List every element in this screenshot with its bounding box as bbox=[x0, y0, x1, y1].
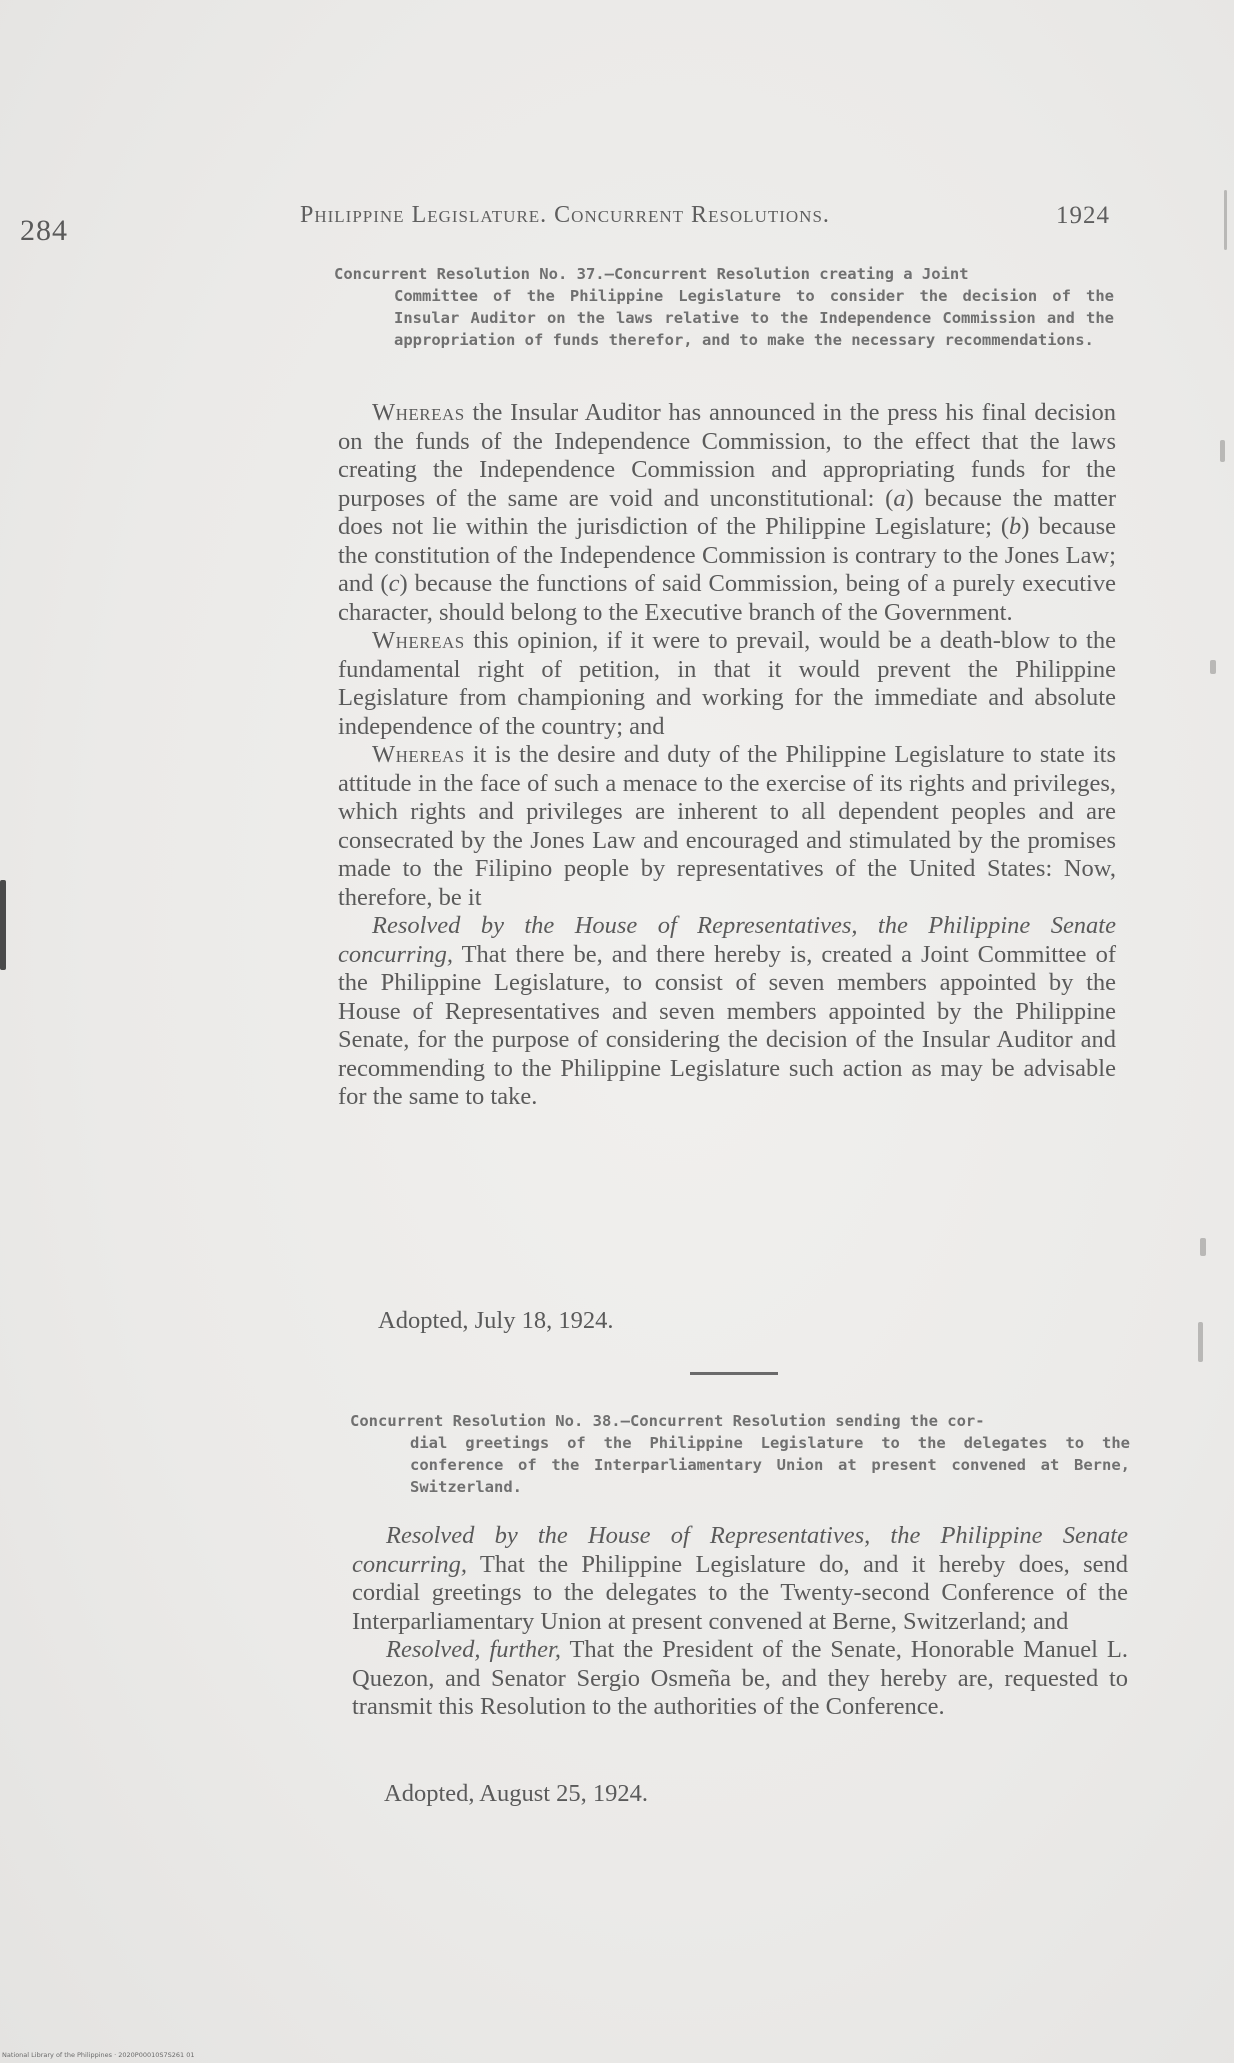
scan-credit: National Library of the Philippines · 2020P00010S7S261 01 bbox=[2, 2051, 195, 2059]
page-number: 284 bbox=[20, 214, 68, 247]
resolution-38-body bbox=[352, 1522, 1128, 1722]
resolution-37-caption-rest: Committee of the Philippine Legislature to consider the decision of the Insular Auditor on the laws relative to the Independence Commission and the appropriation of funds therefor, and to make the necessary recommendations. bbox=[394, 287, 1114, 349]
resolution-37-whereas-2: Whereas this opinion, if it were to prevail, would be a death-blow to the fundamental right of petition, in that it would prevent the Philippine Legislature from championing and working for the immediate and absolute independence of the country; and bbox=[338, 627, 1116, 740]
resolution-37-body bbox=[338, 399, 1116, 1112]
scan-mark bbox=[1198, 1322, 1203, 1362]
resolution-38-resolved: Resolved by the House of Representatives, the Philippine Senate concurring, That the Philippine Legislature do, and it hereby does, send cordial greetings to the delegates to the Twenty-second Conference of the Interparliamentary Union at present convened at Berne, Switzerland; and bbox=[352, 1522, 1128, 1635]
resolution-37-resolved: Resolved by the House of Representatives, the Philippine Senate concurring, That there be, and there hereby is, created a Joint Committee of the Philippine Legislature, to consist of seven members appointed by the House of Representatives and seven members appointed by the Philippine Senate, for the purpose of considering the decision of the Insular Auditor and recommending to the Philippine Legislature such action as may be advisable for the same to take. bbox=[338, 912, 1116, 1110]
resolution-37-caption bbox=[334, 263, 1114, 351]
resolution-37-caption-first-line: Concurrent Resolution No. 37.—Concurrent Resolution creating a Joint bbox=[334, 265, 969, 283]
resolution-37-whereas-1: Whereas the Insular Auditor has announced in the press his final decision on the funds of the Independence Commission, to the effect that the laws creating the Independence Commission and appropriating funds for the purposes of the same are void and unconstitutional: (a) because the matter does not lie within the jurisdiction of the Philippine Legislature; (b) because the constitution of the Independence Commission is contrary to the Jones Law; and (c) because the functions of said Commission, being of a purely executive character, should belong to the Executive branch of the Government. bbox=[338, 399, 1116, 626]
scan-mark bbox=[1210, 660, 1216, 674]
resolution-37-whereas-3: Whereas it is the desire and duty of the Philippine Legislature to state its attitude in the face of such a menace to the exercise of its rights and privileges, which rights and privileges are inherent to all dependent peoples and are consecrated by the Jones Law and encouraged and stimulated by the promises made to the Filipino people by representatives of the United States: Now, therefore, be it bbox=[338, 741, 1116, 911]
resolution-37-adopted: Adopted, July 18, 1924. bbox=[378, 1307, 614, 1334]
scan-mark bbox=[1220, 440, 1225, 462]
running-head-year: 1924 bbox=[1056, 202, 1110, 229]
running-head bbox=[300, 202, 1110, 230]
resolution-38-resolved-further: Resolved, further, That the President of the Senate, Honorable Manuel L. Quezon, and Senator Sergio Osmeña be, and they hereby are, requested to transmit this Resolution to the authorities of the Conference. bbox=[352, 1636, 1128, 1720]
section-divider bbox=[690, 1372, 778, 1375]
resolution-38-caption-rest: dial greetings of the Philippine Legislature to the delegates to the conference of the Interparliamentary Union at present convened at Berne, Switzerland. bbox=[410, 1434, 1130, 1496]
scan-mark bbox=[1224, 190, 1227, 250]
resolution-38-caption-first-line: Concurrent Resolution No. 38.—Concurrent Resolution sending the cor- bbox=[350, 1412, 985, 1430]
resolution-38-adopted: Adopted, August 25, 1924. bbox=[384, 1780, 649, 1807]
resolution-38-caption bbox=[350, 1410, 1130, 1498]
scan-mark bbox=[0, 880, 6, 970]
running-title: Philippine Legislature. Concurrent Resolutions. bbox=[300, 202, 830, 228]
scan-mark bbox=[1200, 1238, 1206, 1256]
